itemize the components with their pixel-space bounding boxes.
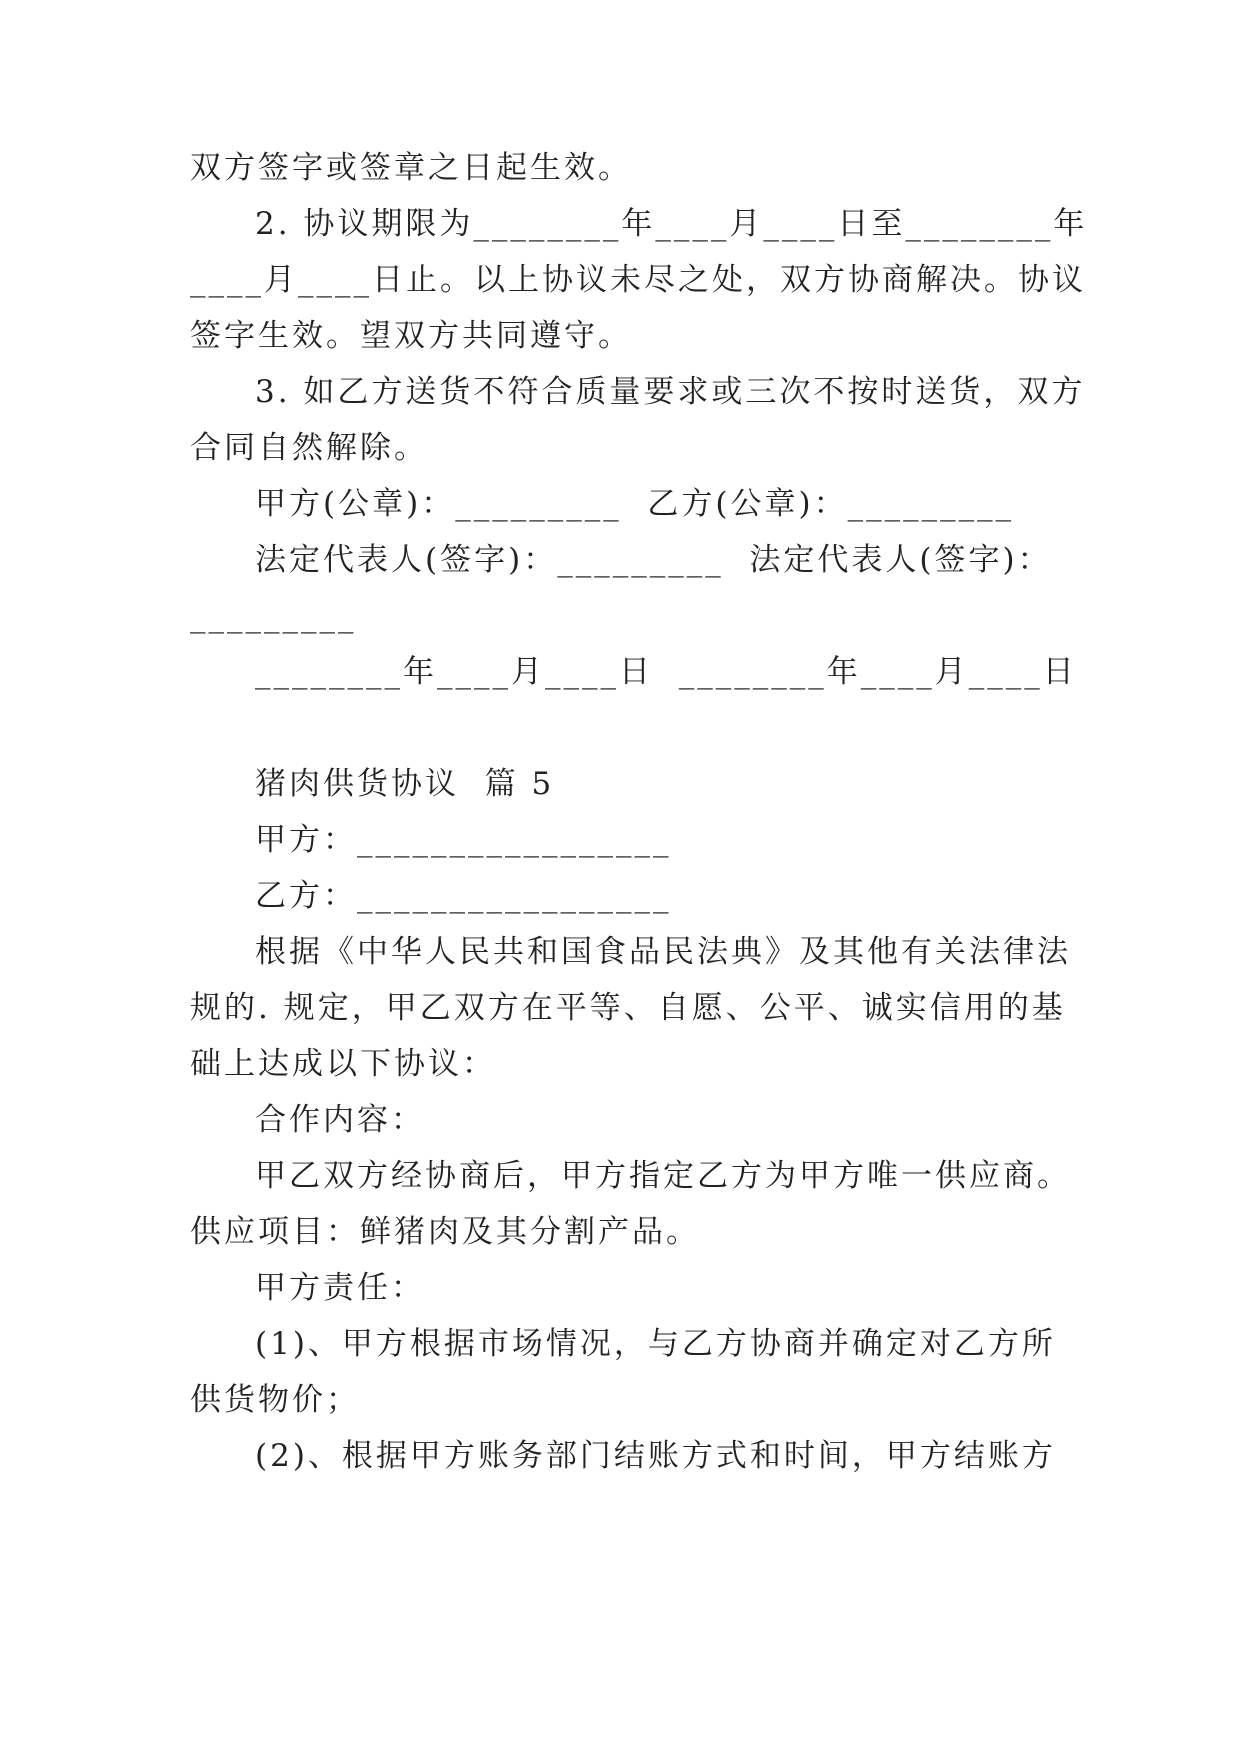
subheading-responsibility: 甲方责任：: [255, 1270, 425, 1306]
party-a-field: 甲方：_________________: [255, 822, 672, 858]
text-line: 签字生效。望双方共同遵守。: [190, 318, 632, 354]
signature-line-blank: _________: [190, 598, 357, 634]
text-line: 3. 如乙方送货不符合质量要求或三次不按时送货，双方: [255, 374, 1086, 410]
text-line: (2)、根据甲方账务部门结账方式和时间，甲方结账方: [255, 1438, 1056, 1474]
text-line: 双方签字或签章之日起生效。: [190, 150, 632, 186]
text-line: 根据《中华人民共和国食品民法典》及其他有关法律法: [255, 934, 1071, 970]
text-line: 础上达成以下协议：: [190, 1046, 496, 1082]
text-line: 规的. 规定，甲乙双方在平等、自愿、公平、诚实信用的基: [190, 990, 1066, 1026]
signature-line-representative: 法定代表人(签字)：_________ 法定代表人(签字)：: [255, 542, 1052, 578]
text-line: 供应项目：鲜猪肉及其分割产品。: [190, 1214, 700, 1250]
signature-line-party: 甲方(公章)：_________ 乙方(公章)：_________: [255, 486, 1015, 522]
text-line: ____月____日止。以上协议未尽之处，双方协商解决。协议: [190, 262, 1086, 298]
section-heading: 猪肉供货协议 篇 5: [255, 766, 555, 802]
text-line: 合同自然解除。: [190, 430, 428, 466]
date-line: ________年____月____日 ________年____月____日: [255, 654, 1077, 690]
text-line: 甲乙双方经协商后，甲方指定乙方为甲方唯一供应商。: [255, 1158, 1071, 1194]
party-b-field: 乙方：_________________: [255, 878, 672, 914]
text-line: (1)、甲方根据市场情况，与乙方协商并确定对乙方所: [255, 1326, 1056, 1362]
subheading-cooperation: 合作内容：: [255, 1102, 425, 1138]
text-line: 供货物价；: [190, 1382, 360, 1418]
text-line: 2. 协议期限为________年____月____日至________年: [255, 206, 1088, 242]
